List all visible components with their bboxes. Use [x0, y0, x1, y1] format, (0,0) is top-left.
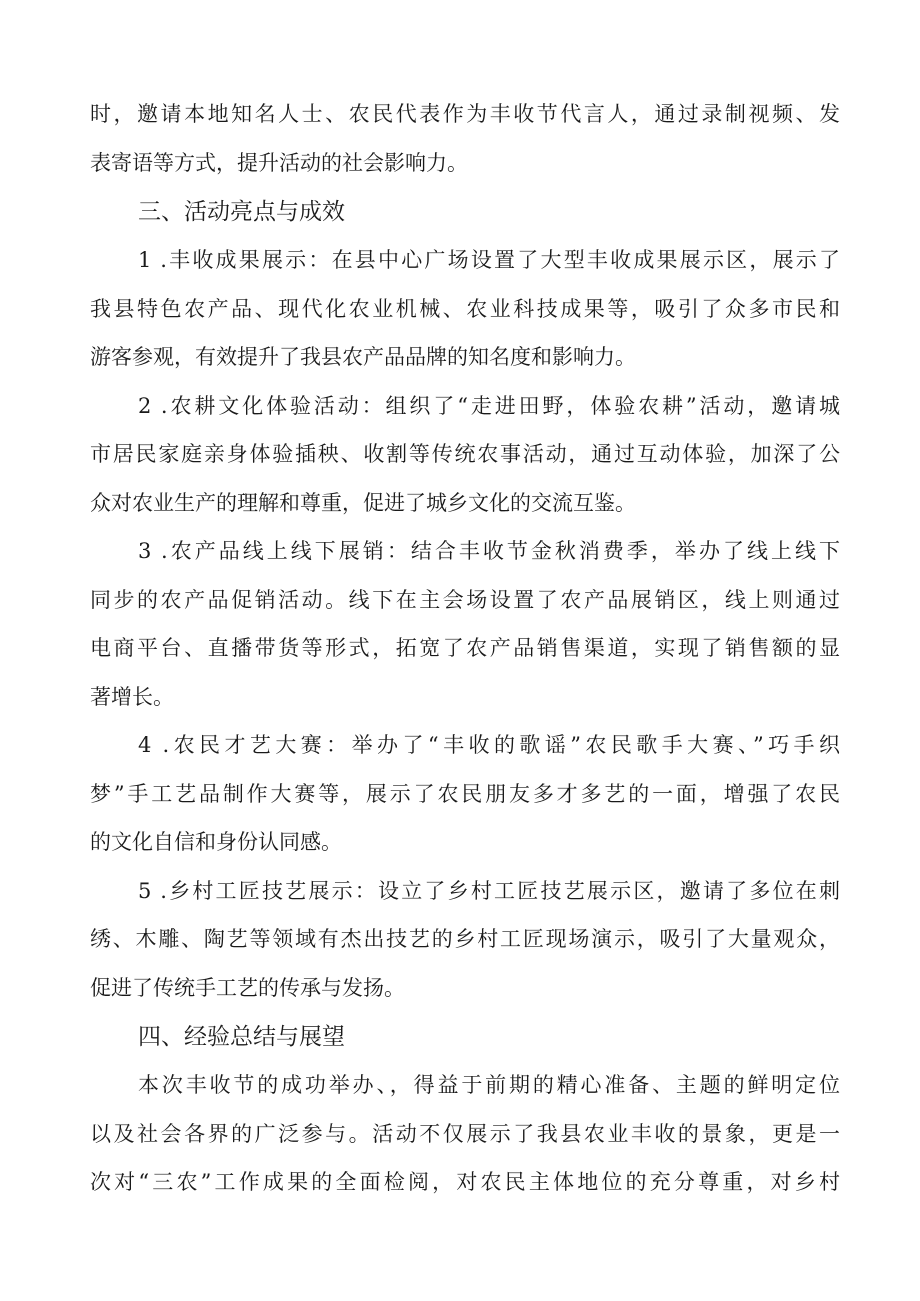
section-3-heading: 三、活动亮点与成效 [138, 199, 345, 225]
item-2-line-1: 2 .农耕文化体验活动：组织了“走进田野，体验农耕”活动，邀请城 [138, 394, 840, 418]
section-4-line-2: 以及社会各界的广泛参与。活动不仅展示了我县农业丰收的景象，更是一 [90, 1122, 840, 1146]
intro-line-1: 时，邀请本地知名人士、农民代表作为丰收节代言人，通过录制视频、发 [90, 102, 840, 126]
section-4-line-1: 本次丰收节的成功举办、，得益于前期的精心准备、主题的鲜明定位 [138, 1073, 840, 1097]
item-3-line-4: 著增长。 [90, 685, 174, 709]
item-5-line-2: 绣、木雕、陶艺等领域有杰出技艺的乡村工匠现场演示，吸引了大量观众， [90, 927, 840, 951]
item-3-line-2: 同步的农产品促销活动。线下在主会场设置了农产品展销区，线上则通过 [90, 588, 840, 612]
item-2-line-2: 市居民家庭亲身体验插秧、收割等传统农事活动，通过互动体验，加深了公 [90, 442, 840, 466]
item-4-line-3: 的文化自信和身份认同感。 [90, 830, 342, 854]
section-4-line-3: 次对“三农”工作成果的全面检阅，对农民主体地位的充分尊重，对乡村 [90, 1170, 840, 1194]
item-5-line-3: 促进了传统手工艺的传承与发扬。 [90, 976, 405, 1000]
item-4-line-1: 4 .农民才艺大赛：举办了“丰收的歌谣”农民歌手大赛、”巧手织 [138, 733, 840, 757]
item-3-line-3: 电商平台、直播带货等形式，拓宽了农产品销售渠道，实现了销售额的显 [90, 636, 840, 660]
intro-line-2: 表寄语等方式，提升活动的社会影响力。 [90, 151, 468, 175]
item-2-line-3: 众对农业生产的理解和尊重，促进了城乡文化的交流互鉴。 [90, 491, 636, 515]
item-1-line-1: 1 .丰收成果展示：在县中心广场设置了大型丰收成果展示区，展示了 [138, 248, 840, 272]
item-3-line-1: 3 .农产品线上线下展销：结合丰收节金秋消费季，举办了线上线下 [138, 539, 840, 563]
item-5-line-1: 5 .乡村工匠技艺展示：设立了乡村工匠技艺展示区，邀请了多位在刺 [138, 879, 840, 903]
item-1-line-2: 我县特色农产品、现代化农业机械、农业科技成果等，吸引了众多市民和 [90, 297, 840, 321]
section-4-heading: 四、经验总结与展望 [138, 1024, 345, 1050]
item-4-line-2: 梦”手工艺品制作大赛等，展示了农民朋友多才多艺的一面，增强了农民 [90, 782, 840, 806]
item-1-line-3: 游客参观，有效提升了我县农产品品牌的知名度和影响力。 [90, 345, 636, 369]
